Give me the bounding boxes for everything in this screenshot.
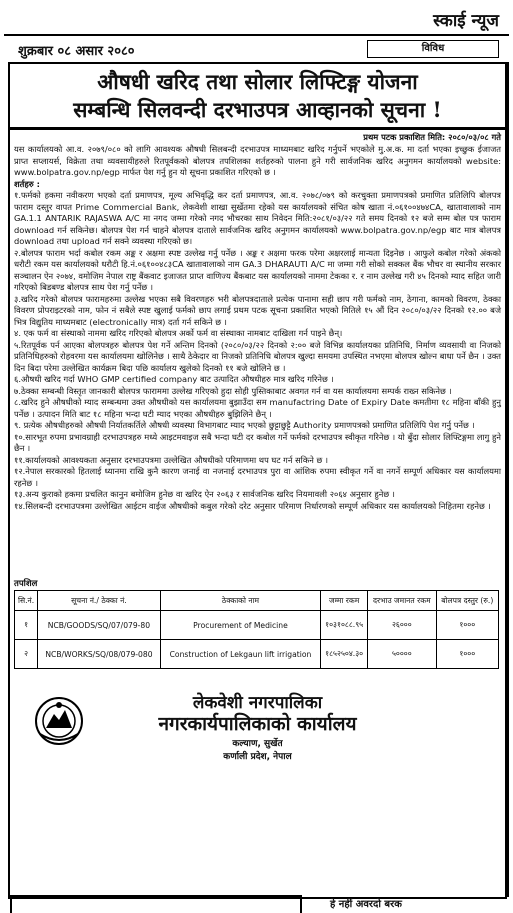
office-name: नगरकार्यपालिकाको कार्यालय (158, 713, 357, 735)
column-header: दरभाउ जमानत रकम (368, 591, 436, 611)
publication-date: प्रथम पटक प्रकाशित मिति: २०८०/०३/०८ गते (363, 132, 501, 142)
table-cell: Procurement of Medicine (160, 611, 320, 640)
condition-item: ९. प्रत्येक औषधीहरुको औषधी निर्यातकर्तिले औषधी व्यवस्था विभागबाट म्याद भएको छुट्टाछुट्टै Authority प्रमाणपत्रको प्रमाणित प्रतिलिपि पेश गर्नु पर्नेछ । (14, 420, 475, 430)
column-divider (507, 62, 509, 897)
column-header: सि.नं. (15, 591, 38, 611)
table-cell: १००० (436, 640, 498, 669)
table-header-row (15, 591, 499, 611)
column-header: सूचना नं./ ठेक्का नं. (38, 591, 161, 611)
table-cell: १ (15, 611, 38, 640)
tender-notice (8, 62, 507, 899)
next-article-heading: हे नहीं अवरदो बरक (330, 899, 402, 910)
condition-item: ७.ठेक्का सम्बन्धी विस्तृत जानकारी बोलपत्र फाराममा उल्लेख गरिएको हुदा सोही पुस्तिकाबाट अवगत गर्न वा यस कार्यालयमा सम्पर्क राख्न सकिनेछ । (14, 385, 452, 396)
table-cell: १८५२५०४.३० (321, 640, 368, 669)
column-header: बोलपत्र दस्तुर (रु.) (436, 591, 498, 611)
table-cell: २ (15, 640, 38, 669)
office-address: कल्याण, सुर्खेत (232, 739, 283, 749)
notice-intro: यस कार्यालयको आ.व. २०७९/०८० को लागि आवश्यक औषधी सिलबन्दी दरभाउपत्र माध्यमबाट खरिद गर्नुपर्ने भएकोले मु.अ.क. मा दर्ता भएका इच्छुक ईजाजत प्राप्त सप्लायर्स, विक्रेता तथा व्यवसायीहरुले रितपूर्वकको बोलपत्र तपशिलका शर्तहरुको पालना हुने गरी सार्वजनिक खरिद अनुगमन कार्यालयको website: www.bolpatra.gov.np/egp मार्फत पेश गर्नु हुन यो सूचना प्रकाशित गरिएको छ । (14, 144, 501, 177)
condition-item: ८.खरिद हुने औषधीको म्याद सम्बन्धमा उक्त औषधीको यस कार्यालयमा बुझाउँदा सम manufactring Date of Expiry Date कमतीमा १८ महिना बाँकी हुनु पर्नेछ । उत्पादन मिति बाट १८ महिना भन्दा घटी म्याद भएका औषधीहरु बुझिलिने छैन् । (14, 397, 501, 419)
condition-item: १३.अन्य कुराको हकमा प्रचलित कानुन बमोजिम हुनेछ वा खरिद ऐन २०६३ र सार्वजनिक खरिद नियमावली २०६४ अनुसार हुनेछ । (14, 489, 395, 499)
conditions-heading: शर्तहरु : (14, 178, 40, 189)
column-header: जम्मा रकम (321, 591, 368, 611)
issue-date: शुक्रबार ०८ असार २०८० (18, 44, 135, 59)
tender-table (14, 590, 499, 669)
notice-headline-line2: सम्बन्धि सिलवन्दी दरभाउपत्र आव्हानको सूचना ! (73, 97, 442, 122)
condition-item: १.फर्मको हकमा नवीकरण भएको दर्ता प्रमाणपत्र, मूल्य अभिवृद्धि कर दर्ता प्रमाणपत्र, आ.व. २०७८/०७९ को करचुक्ता प्रमाणपत्रको प्रमाणित प्रतिलिपि बोलपत्र फाराम दस्तुर वापत Prime Commercial Bank, लेकवेशी शाखा सुर्खेतमा रहेको यस कार्यालयको संचित कोष खाता नं.०६१००४७४CA, खातावालाको नाम GA.1.1 ANTARIK RAJASWA A/C मा नगद जम्मा गरेको नगद भौचरका साथ निवेदन मिति:२०८१/०३/२२ गते समय दिनको १२ बजे सम्म बोल पत्र फाराम download गर्न सकिनेछ। बोलपत्र पेश गर्न चाहने बोलपत्र दाताले सार्वजनिक खरिद अनुगमन कार्यालयको www.bolpatra.gov.np/egp बाट मात्र बोलपत्र download तथा upload गर्न सक्ने व्यवस्था गरिएको छ। (14, 190, 501, 246)
condition-item: ६.औषधी खरिद गर्दा WHO GMP certified company बाट उत्पादित औषधीहरु मात्र खरिद गरिनेछ । (14, 374, 334, 384)
column-header: ठेक्काको नाम (160, 591, 320, 611)
table-cell: १०३१०८८.९५ (321, 611, 368, 640)
condition-item: १०.सारभूत रुपमा प्रभावग्राही दरभाउपत्रहरु मध्ये आइटमवाइज सबै भन्दा घटी दर कबोल गर्ने फर्मको दरभाउपत्र स्वीकृत गरिनेछ । यो बुँदा सोलार लिफ्टिङ्गमा लागु हुने छैन । (14, 431, 501, 453)
table-cell: NCB/WORKS/SQ/08/079-080 (38, 640, 161, 669)
table-row (15, 640, 499, 669)
date-bar (4, 34, 509, 60)
condition-item: ३.खरिद गरेको बोलपत्र फारामहरुमा उल्लेख भएका सबै विवरणहरु भरी बोलपत्रदाताले प्रत्येक पानामा सही छाप गरी फर्मको नाम, ठेगाना, कामको विवरण, ठेक्का विवरण प्रोपराइटरको नाम, फोन नं सबैले स्पष्ट खुलाई फर्मको छाप लगाई प्रथम पटक सूचना प्रकाशित भएको मितिले १५ औं दिन २०८०/०३/२२ दिनको १२.०० बजे भित्र विद्युतिय माध्यमबाट (electronically मात्र) दर्ता गर्न सकिने छ । (14, 293, 501, 327)
newspaper-name: स्काई न्यूज (433, 11, 499, 31)
table-cell: ५०००० (368, 640, 436, 669)
condition-item: ४. एक फर्म वा संस्थाको नाममा खरिद गरिएको बोलपत्र अर्को फर्म वा संस्थाका नामबाट दाखिला गर्न पाइने छैन्। (14, 328, 343, 338)
table-row (15, 611, 499, 640)
next-article-strip (0, 895, 513, 910)
office-province: कर्णाली प्रदेश, नेपाल (223, 752, 292, 762)
notice-body (14, 144, 501, 512)
condition-item: ५.रितपूर्वक पर्न आएका बोलपत्रहरु बोलपत्र पेश गर्ने अन्तिम दिनको (२०८०/०३/२२ दिनको २:०० बजे विभिन्न कार्यालयका प्रतिनिधि, निर्माण व्यवसायी वा निजको प्रतिनिधिहरुको रोहवरमा यस कार्यालयमा खोलिनेछ । साथै ठेकेदार वा निजको प्रतिनिधि बोलपत्र खुल्दा समयमा उपस्थित नभएमा बोलपत्र खोल्न बाधा पर्ने छैन । उक्त दिन बिदा परेमा उल्लेखित कार्यक्रम बिदा पछि कार्यालय खुलेको दिनको ११ बजे खोलिने छ । (14, 339, 501, 373)
table-cell: NCB/GOODS/SQ/07/079-80 (38, 611, 161, 640)
issuing-office (10, 688, 505, 773)
table-cell: १००० (436, 611, 498, 640)
table-cell: Construction of Lekgaun lift irrigation (160, 640, 320, 669)
section-label: विविध (367, 40, 499, 58)
notice-headline-line1: औषधी खरिद तथा सोलार लिफ्टिङ्ग योजना (97, 69, 418, 94)
municipality-name: लेकवेशी नगरपालिका (192, 693, 323, 713)
condition-item: ११.कार्यालयको आवश्यकता अनुसार दरभाउपत्रमा उल्लेखित औषधीको परिमाणमा थप घट गर्न सकिने छ । (14, 454, 329, 465)
condition-item: १४.सिलबन्दी दरभाउपत्रमा उल्लेखित आईटम वाईज औषधीको कबुल गरेको दरेट अनुसार परिमाण निर्धारणको सम्पूर्ण अधिकार यस कार्यालयको निहितमा रहनेछ । (14, 500, 491, 511)
headline-divider (10, 127, 505, 130)
table-cell: २६००० (368, 611, 436, 640)
table-caption: तपशिल (14, 579, 38, 589)
condition-item: २.बोलपत्र फाराम भर्दा कबोल रकम अङ्क र अक्षमा स्पष्ट उल्लेख गर्नु पर्नेछ । अङ्क र अक्षमा फरक परेमा अक्षरलाई मान्यता दिइनेछ । आफुले कबोल गरेको अंकको धरौटी रकम यस कार्यालयको धरौटी हि.नं.०६१००४८३CA खातावालाको नाम GA.3 DHARAUTI A/C मा जम्मा गरी सोको सक्कल बैंक भौचर वा स्थानीय सरकार सञ्चालन ऐन २०७४, वमोजिम नेपाल राष्ट्र बैंकवाट इजाजत प्राप्त वाणिज्य बैंकबाट यस कार्यालयको नाममा टेकका र. र नाम उल्लेख गरी ४५ दिनको म्याद सहित जारी गरिएको बिडबण्ड बोलपत्र साथ पेश गर्नु पर्नेछ । (14, 247, 501, 292)
condition-item: १२.नेपाल सरकारको हितलाई ध्यानमा राखि कुनै कारण जनाई वा नजनाई दरभाउपत्र पुरा वा आंशिक रुपमा स्वीकृत गर्ने वा नगर्ने सम्पूर्ण अधिकार यस कार्यालयमा रहनेछ । (14, 466, 501, 488)
next-article-box (10, 895, 302, 913)
